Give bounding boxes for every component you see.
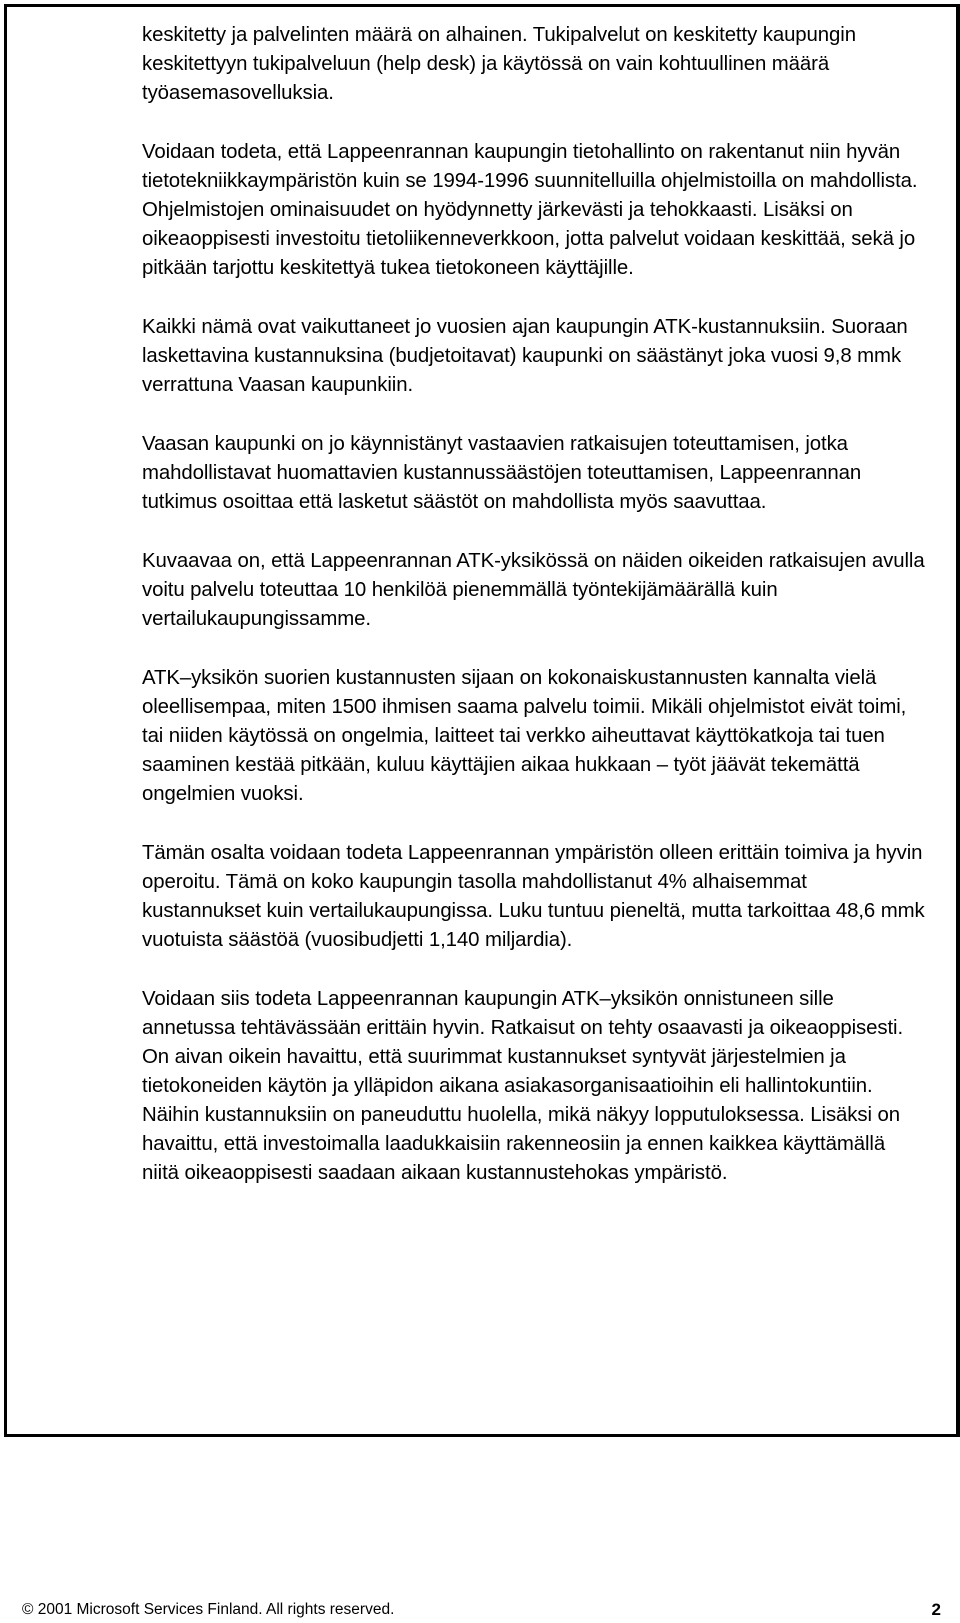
paragraph: Vaasan kaupunki on jo käynnistänyt vastaavien ratkaisujen toteuttamisen, jotka mahdollistavat huomattavien kustannussäästöjen toteuttamisen, Lappeenrannan tutkimus osoittaa että lasketut säästöt on mahdollista myös saavuttaa.	[142, 433, 862, 513]
page-frame	[4, 4, 960, 1437]
page-footer	[22, 1600, 941, 1620]
document-body	[142, 21, 927, 1218]
paragraph: Tämän osalta voidaan todeta Lappeenrannan ympäristön olleen erittäin toimiva ja hyvin operoitu. Tämä on koko kaupungin tasolla mahdollistanut 4% alhaisemmat kustannukset kuin vertailukaupungissa. Luku tuntuu pieneltä, mutta tarkoittaa 48,6 mmk vuotuista säästöä (vuosibudjetti 1,140 miljardia).	[142, 842, 925, 951]
copyright-notice: © 2001 Microsoft Services Finland. All rights reserved.	[22, 1601, 395, 1618]
paragraph: Voidaan siis todeta Lappeenrannan kaupungin ATK–yksikön onnistuneen sille annetussa tehtävässään erittäin hyvin. Ratkaisut on tehty osaavasti ja oikeaoppisesti. On aivan oikein havaittu, että suurimmat kustannukset syntyvät järjestelmien ja tietokoneiden käytön ja ylläpidon aikana asiakasorganisaatioihin eli hallintokuntiin. Näihin kustannuksiin on paneuduttu huolella, mikä näkyy lopputuloksessa. Lisäksi on havaittu, että investoimalla laadukkaisiin rakenneosiin ja ennen kaikkea käyttämällä niitä oikeaoppisesti saadaan aikaan kustannustehokas ympäristö.	[142, 988, 904, 1184]
paragraph: Voidaan todeta, että Lappeenrannan kaupungin tietohallinto on rakentanut niin hyvän tietotekniikkaympäristön kuin se 1994-1996 suunnitelluilla ohjelmistoilla on mahdollista. Ohjelmistojen ominaisuudet on hyödynnetty järkevästi ja tehokkaasti. Lisäksi on oikeaoppisesti investoitu tietoliikenneverkkoon, jotta palvelut voidaan keskittää, sekä jo pitkään tarjottu keskitettyä tukea tietokoneen käyttäjille.	[142, 141, 918, 279]
page-number: 2	[931, 1600, 941, 1619]
paragraph: ATK–yksikön suorien kustannusten sijaan on kokonaiskustannusten kannalta vielä oleellisempaa, miten 1500 ihmisen saama palvelu toimii. Mikäli ohjelmistot eivät toimi, tai niiden käytössä on ongelmia, laitteet tai verkko aiheuttavat käyttökatkoja tai tuen saaminen kestää pitkään, kuluu käyttäjien aikaa hukkaan – työt jäävät tekemättä ongelmien vuoksi.	[142, 667, 907, 805]
paragraph: Kuvaavaa on, että Lappeenrannan ATK-yksikössä on näiden oikeiden ratkaisujen avulla voitu palvelu toteuttaa 10 henkilöä pienemmällä työntekijämäärällä kuin vertailukaupungissamme.	[142, 550, 925, 630]
paragraph: keskitetty ja palvelinten määrä on alhainen. Tukipalvelut on keskitetty kaupungin keskitettyyn tukipalveluun (help desk) ja käytössä on vain kohtuullinen määrä työasemasovelluksia.	[142, 24, 856, 104]
paragraph: Kaikki nämä ovat vaikuttaneet jo vuosien ajan kaupungin ATK-kustannuksiin. Suoraan laskettavina kustannuksina (budjetoitavat) kaupunki on säästänyt joka vuosi 9,8 mmk verrattuna Vaasan kaupunkiin.	[142, 316, 908, 396]
